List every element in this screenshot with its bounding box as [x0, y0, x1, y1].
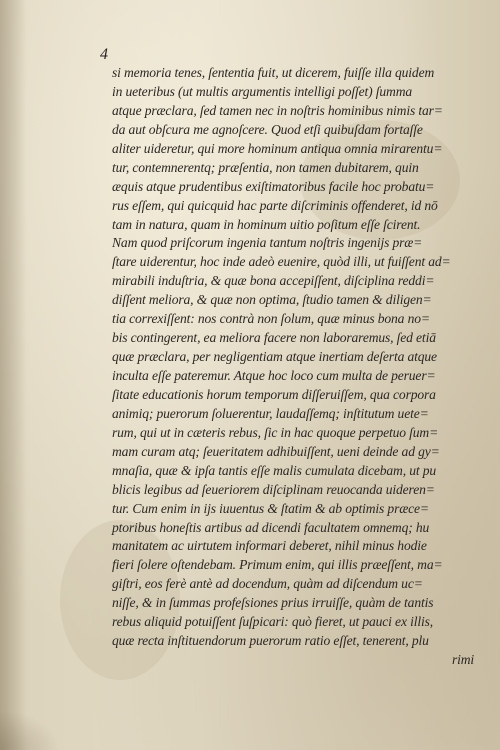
text-line: Nam quod priſcorum ingenia tantum noſtris ingenijs præ=: [112, 235, 423, 251]
text-line: fieri ſolere oſtendebam. Primum enim, qui illis præeſſent, ma=: [112, 557, 443, 573]
body-text: [112, 64, 474, 670]
text-line: animiq; puerorum ſoluerentur, laudaſſemq; inſtitutum uete=: [112, 405, 429, 421]
text-line: æquis atque prudentibus exiſtimatoribus facile hoc probatu=: [112, 178, 435, 194]
text-line: ptoribus honeſtis artibus ad dicendi facultatem omnemq; hu: [112, 519, 430, 535]
text-line: blicis legibus ad ſeueriorem diſciplinam reuocanda uideren=: [112, 481, 435, 497]
text-line: tia correxiſſent: nos contrà non ſolum, quæ minus bona no=: [112, 311, 430, 327]
text-line: in ueteribus (ut multis argumentis intelligi poſſet) ſumma: [112, 83, 413, 99]
text-line: da aut obſcura me agnoſcere. Quod etſi quibuſdam fortaſſe: [112, 121, 423, 137]
page-number: 4: [100, 46, 108, 63]
text-line: diſſent meliora, & quæ non optima, ſtudio tamen & diligen=: [112, 292, 432, 308]
text-line: si memoria tenes, ſententia fuit, ut dicerem, fuiſſe illa quidem: [112, 65, 435, 80]
text-line: mnaſia, quæ & ipſa tantis eſſe malis cumulata dicebam, ut pu: [112, 462, 437, 478]
text-line: mirabili induſtria, & quæ bona accepiſſent, diſciplina reddi=: [112, 273, 435, 289]
text-line: rum, qui ut in cæteris rebus, ſic in hac quoque perpetuo ſum=: [112, 424, 439, 440]
corner-wear: [0, 710, 60, 750]
text-line: niſſe, & in ſummas profeſsiones prius irruiſſe, quàm de tantis: [112, 595, 434, 611]
binding-shadow: [0, 0, 26, 750]
text-line: giſtri, eos ferè antè ad docendum, quàm ad diſcendum uc=: [112, 576, 423, 592]
text-line: tur. Cum enim in ijs iuuentus & ſtatim & ab optimis præce=: [112, 500, 429, 516]
text-line: manitatem ac uirtutem informari deberet, nihil minus hodie: [112, 538, 427, 554]
text-line: rebus aliquid potuiſſent ſuſpicari: quò fieret, ut pauci ex illis,: [112, 614, 433, 630]
text-line: quæ recta inſtituendorum puerorum ratio eſſet, tenerent, plu: [112, 633, 429, 649]
text-line: inculta eſſe pateremur. Atque hoc loco cum multa de peruer=: [112, 368, 436, 383]
text-line: tur, contemnerentq; præſentia, non tamen dubitarem, quin: [112, 159, 419, 175]
text-line: aliter uideretur, qui more hominum antiqua omnia mirarentu=: [112, 140, 443, 156]
text-line: ſtare uiderentur, hoc inde adeò euenire, quòd illi, ut fuiſſent ad=: [112, 254, 451, 270]
text-line: rus eſſem, qui quicquid hac parte diſcriminis offenderet, id nō: [112, 197, 438, 213]
text-line: rimi: [451, 652, 474, 668]
text-line: ſitate educationis horum temporum diſſeruiſſem, qua corpora: [112, 386, 436, 402]
text-line: bis contingerent, ea meliora facere non laboraremus, ſed etiā: [112, 330, 436, 346]
text-line: quæ præclara, per negligentiam atque inertiam deſerta atque: [112, 349, 437, 365]
text-line: mam curam atq; ſeueritatem adhibuiſſent, ueni deinde ad gy=: [112, 443, 440, 459]
text-line: atque præclara, ſed tamen nec in noſtris hominibus nimis tar=: [112, 102, 443, 118]
text-line: tam in natura, quam in hominum uitio poſitum eſſe ſcirent.: [112, 216, 421, 232]
